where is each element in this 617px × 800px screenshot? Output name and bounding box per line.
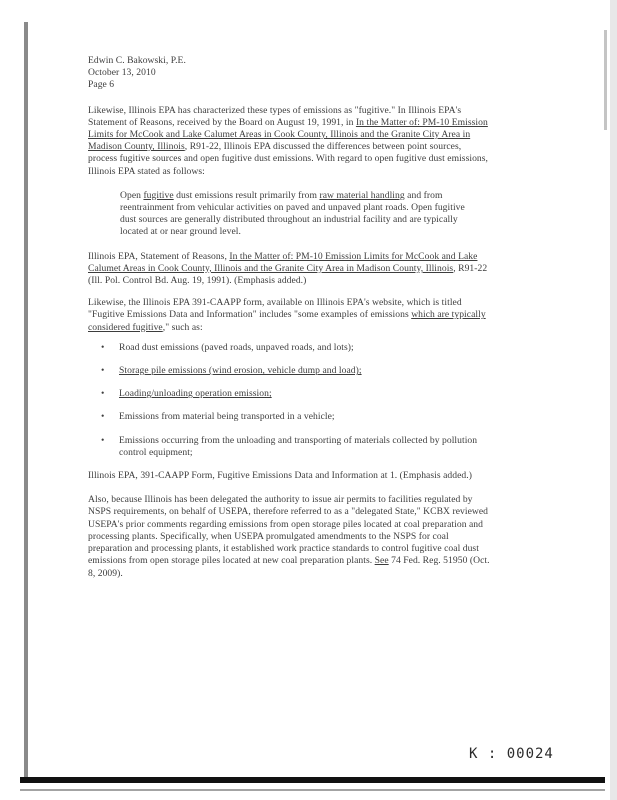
paragraph-fugitive-characterization — [88, 105, 490, 178]
scan-right-edge-mark — [604, 30, 607, 130]
bullet-icon: • — [101, 388, 105, 400]
page-number: Page 6 — [88, 79, 115, 91]
paragraph-text: Also, because Illinois has been delegated the authority to issue air permits to facilities regulated by NSPS requirements, on behalf of USEPA, therefore referred to as a "delegated State," KCBX reviewed USEPA's prior comments regarding emissions from open storage piles located at coal preparation and processing plants. Specifically, when USEPA promulgated amendments to the NSPS for coal preparation and processing plants, it established work practice standards to control fugitive coal dust emissions from open storage piles located at new coal preparation plants. — [88, 494, 489, 567]
emphasis-fugitive: fugitive — [143, 189, 174, 201]
list-item — [88, 342, 490, 354]
list-item — [88, 388, 490, 400]
paragraph-text: Likewise, the Illinois EPA 391-CAAPP form, available on Illinois EPA's website, which is titled "Fugitive Emissions Data and Information" includes "some examples of emissions — [88, 297, 462, 321]
emphasis-raw-material: raw material handling — [319, 189, 405, 201]
bullet-icon: • — [101, 365, 105, 377]
list-item-underlined: Storage pile emissions (wind erosion, vehicle dump and load); — [119, 365, 362, 377]
bullet-icon: • — [101, 341, 105, 353]
scan-bottom-line — [20, 789, 605, 791]
paragraph-text: ," such as: — [162, 321, 203, 333]
bullet-icon: • — [101, 434, 105, 446]
bullet-icon: • — [101, 411, 105, 423]
quote-text: Open — [120, 189, 144, 201]
letter-header — [88, 55, 490, 92]
quote-text: dust emissions result primarily from — [173, 189, 320, 201]
block-quote — [120, 190, 465, 239]
scan-left-edge-line — [24, 22, 28, 777]
emphasis-typically-fugitive: which are typically considered fugitive — [88, 309, 486, 333]
quote-text: and from reentrainment from vehicular activities on paved and unpaved plant roads. Open fugitive dust sources are generally distributed throughout an industrial facility and are typically located at or near ground level. — [120, 189, 465, 238]
citation-text: Illinois EPA, Statement of Reasons, — [88, 250, 230, 262]
recipient-name: Edwin C. Bakowski, P.E. — [88, 55, 186, 66]
citation-caapp-form: Illinois EPA, 391-CAAPP Form, Fugitive Emissions Data and Information at 1. (Emphasis added.) — [88, 470, 472, 482]
paragraph-nsps-delegation — [88, 494, 490, 579]
paragraph-caapp-form — [88, 297, 490, 334]
list-item-text: Road dust emissions (paved roads, unpaved roads, and lots); — [119, 341, 354, 353]
paragraph-text: 74 Fed. Reg. 51950 (Oct. 8, 2009). — [88, 555, 490, 579]
case-citation: In the Matter of: PM-10 Emission Limits for McCook and Lake Calumet Areas in Cook County, Illinois and the Granite City Area in Madison County, Illinois — [88, 116, 488, 153]
list-item — [88, 411, 490, 423]
emission-examples-list — [88, 342, 490, 459]
see-signal: See — [374, 555, 389, 567]
letter-date: October 13, 2010 — [88, 67, 156, 79]
list-item — [88, 365, 490, 377]
paragraph-text: , R91-22, Illinois EPA discussed the differences between point sources, process fugitive sources and open fugitive dust emissions. With regard to open fugitive dust emissions, Illinois EPA stated as follows: — [88, 141, 489, 177]
letter-body — [88, 55, 490, 580]
list-item-underlined: Loading/unloading operation emission; — [119, 388, 272, 400]
citation-statement-of-reasons — [88, 251, 490, 288]
scan-edge-shadow — [610, 0, 617, 800]
list-item — [88, 435, 490, 459]
paragraph-text: Likewise, Illinois EPA has characterized these types of emissions as "fugitive." In Illinois EPA's Statement of Reasons, received by the Board on August 19, 1991, in — [88, 104, 462, 128]
citation-text: , R91-22 (Ill. Pol. Control Bd. Aug. 19, 1991). (Emphasis added.) — [88, 262, 488, 287]
scan-bottom-bar — [20, 777, 605, 783]
bates-stamp: K : 00024 — [469, 746, 554, 762]
case-citation: In the Matter of: PM-10 Emission Limits for McCook and Lake Calumet Areas in Cook County, Illinois and the Granite City Area in Madison County, Illinois — [88, 250, 478, 274]
list-item-text: Emissions occurring from the unloading and transporting of materials collected by pollution control equipment; — [119, 434, 478, 458]
list-item-text: Emissions from material being transported in a vehicle; — [119, 411, 335, 423]
